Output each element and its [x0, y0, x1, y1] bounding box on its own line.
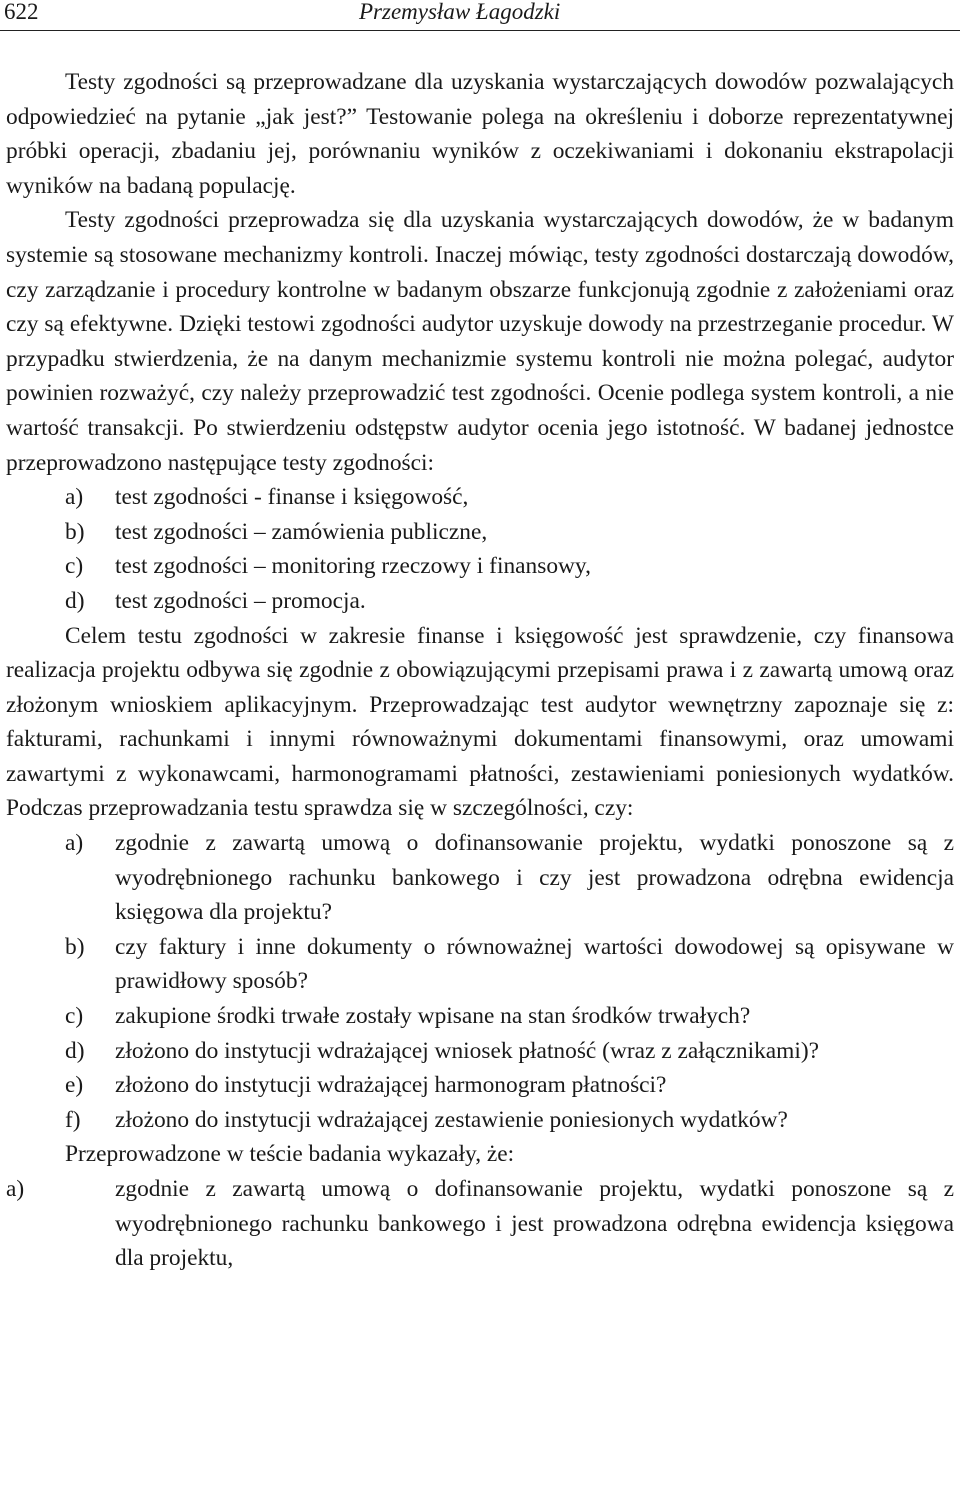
- list-marker: c): [65, 1003, 84, 1030]
- checks-list: [6, 826, 954, 1137]
- list-item: [6, 1172, 954, 1276]
- list-item: [6, 826, 954, 930]
- paragraph-compliance-tests-intro: Testy zgodności są przeprowadzane dla uzyskania wystarczających dowodów pozwalających odpowiedzieć na pytanie „jak jest?” Testowanie polega na określeniu i doborze reprezentatywnej próbki operacji, zbadaniu jej, porównaniu wyników z oczekiwaniami i dokonaniu ekstrapolacji wyników na badaną populację.: [6, 69, 954, 199]
- list-item-text: złożono do instytucji wdrażającej harmonogram płatności?: [115, 1072, 667, 1099]
- list-item-text: zgodnie z zawartą umową o dofinansowanie projektu, wydatki ponoszone są z wyodrębnionego rachunku bankowego i jest prowadzona odrębna ewidencja księgowa dla projektu,: [115, 1176, 954, 1272]
- list-marker: a): [6, 1176, 25, 1202]
- page-header: [0, 0, 960, 31]
- list-item-text: test zgodności – zamówienia publiczne,: [115, 518, 488, 545]
- list-marker: d): [65, 1037, 85, 1064]
- list-item-text: zakupione środki trwałe zostały wpisane na stan środków trwałych?: [115, 1003, 751, 1030]
- list-item-text: zgodnie z zawartą umową o dofinansowanie projektu, wydatki ponoszone są z wyodrębnionego rachunku bankowego i czy jest prowadzona odrębna ewidencja księgowa dla projektu?: [115, 830, 954, 926]
- page-number: 622: [4, 0, 39, 24]
- list-item-text: test zgodności – promocja.: [115, 587, 366, 614]
- running-head: Przemysław Łagodzki: [359, 0, 561, 24]
- list-marker: f): [65, 1106, 81, 1133]
- findings-list: [6, 1172, 954, 1276]
- list-marker: b): [65, 518, 85, 545]
- list-item: [6, 1103, 954, 1138]
- list-marker: a): [65, 484, 84, 511]
- list-item: [6, 549, 954, 584]
- paragraph-findings-intro: Przeprowadzone w teście badania wykazały, że:: [65, 1141, 515, 1168]
- list-marker: e): [65, 1072, 84, 1099]
- list-item: [6, 999, 954, 1034]
- list-marker: d): [65, 587, 85, 614]
- list-item-text: złożono do instytucji wdrażającej zestawienie poniesionych wydatków?: [115, 1106, 788, 1133]
- paragraph-compliance-tests-purpose: Testy zgodności przeprowadza się dla uzyskania wystarczających dowodów, że w badanym systemie są stosowane mechanizmy kontroli. Inaczej mówiąc, testy zgodności dostarczają dowodów, czy zarządzanie i procedury kontrolne w badanym obszarze funkcjonują zgodnie z założeniami oraz czy są efektywne. Dzięki testowi zgodności audytor uzyskuje dowody na przestrzeganie procedur. W przypadku stwierdzenia, że na danym mechanizmie systemu kontroli nie można polegać, audytor powinien rozważyć, czy należy przeprowadzić test zgodności. Ocenie podlega system kontroli, a nie wartość transakcji. Po stwierdzeniu odstępstw audytor ocenia jego istotność. W badanej jednostce przeprowadzono następujące testy zgodności:: [6, 207, 954, 476]
- list-marker: b): [65, 933, 85, 960]
- list-item-text: test zgodności – monitoring rzeczowy i finansowy,: [115, 553, 591, 580]
- list-item: [6, 515, 954, 550]
- list-marker: c): [65, 553, 84, 580]
- list-item-text: czy faktury i inne dokumenty o równoważnej wartości dowodowej są opisywane w prawidłowy sposób?: [115, 933, 954, 995]
- list-item-text: test zgodności - finanse i księgowość,: [115, 484, 469, 511]
- list-item-text: złożono do instytucji wdrażającej wniosek płatność (wraz z załącznikami)?: [115, 1037, 820, 1064]
- list-item: [6, 930, 954, 999]
- tests-list: [6, 480, 954, 618]
- list-item: [6, 480, 954, 515]
- list-item: [6, 584, 954, 619]
- paragraph-finance-test: Celem testu zgodności w zakresie finanse i księgowość jest sprawdzenie, czy finansowa realizacja projektu odbywa się zgodnie z obowiązującymi przepisami prawa i z zawartą umową oraz złożonym wnioskiem aplikacyjnym. Przeprowadzając test audytor wewnętrzny zapoznaje się z: fakturami, rachunkami i innymi równoważnymi dokumentami finansowymi, oraz umowami zawartymi z wykonawcami, harmonogramami płatności, zestawieniami poniesionych wydatków. Podczas przeprowadzania testu sprawdza się w szczególności, czy:: [6, 622, 954, 822]
- list-item: [6, 1068, 954, 1103]
- list-marker: a): [65, 830, 84, 857]
- body-text: [6, 65, 954, 1276]
- list-item: [6, 1034, 954, 1069]
